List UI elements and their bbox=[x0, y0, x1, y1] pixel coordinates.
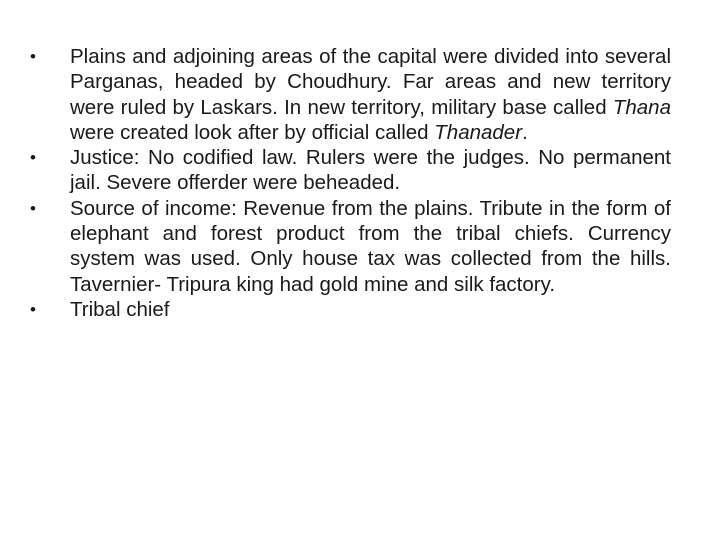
bullet-icon: • bbox=[30, 299, 36, 319]
bullet-text: Source of income: Revenue from the plains. Tribute in the form of elephant and forest product from the tribal chiefs. Currency system was used. Only house tax was collected from the hills. Tavernier- Tripura king had gold mine and silk factory. bbox=[70, 196, 671, 296]
bullet-text: Justice: No codified law. Rulers were the judges. No permanent jail. Severe offerder were beheaded. bbox=[70, 146, 671, 195]
bullet-item-administration bbox=[30, 44, 671, 145]
bullet-icon: • bbox=[30, 47, 36, 66]
bullet-text-italic-thanader: Thanader bbox=[434, 120, 523, 144]
bullet-text-segment: . bbox=[522, 120, 528, 144]
bullet-text-segment: Plains and adjoining areas of the capital were divided into several Parganas, headed by Choudhury. Far areas and new territory were ruled by Laskars. In new territory, military base called bbox=[70, 45, 671, 119]
bullet-icon: • bbox=[30, 198, 36, 218]
bullet-item-income bbox=[30, 196, 671, 297]
bullet-text: Tribal chief bbox=[70, 297, 170, 321]
bullet-icon: • bbox=[30, 148, 36, 168]
bullet-list bbox=[30, 44, 671, 322]
bullet-item-tribal-chief bbox=[30, 297, 671, 322]
bullet-item-justice bbox=[30, 145, 671, 196]
bullet-text-italic-thana: Thana bbox=[612, 95, 671, 119]
bullet-text-segment: were created look after by official called bbox=[70, 120, 435, 144]
bullet-text bbox=[70, 45, 671, 144]
